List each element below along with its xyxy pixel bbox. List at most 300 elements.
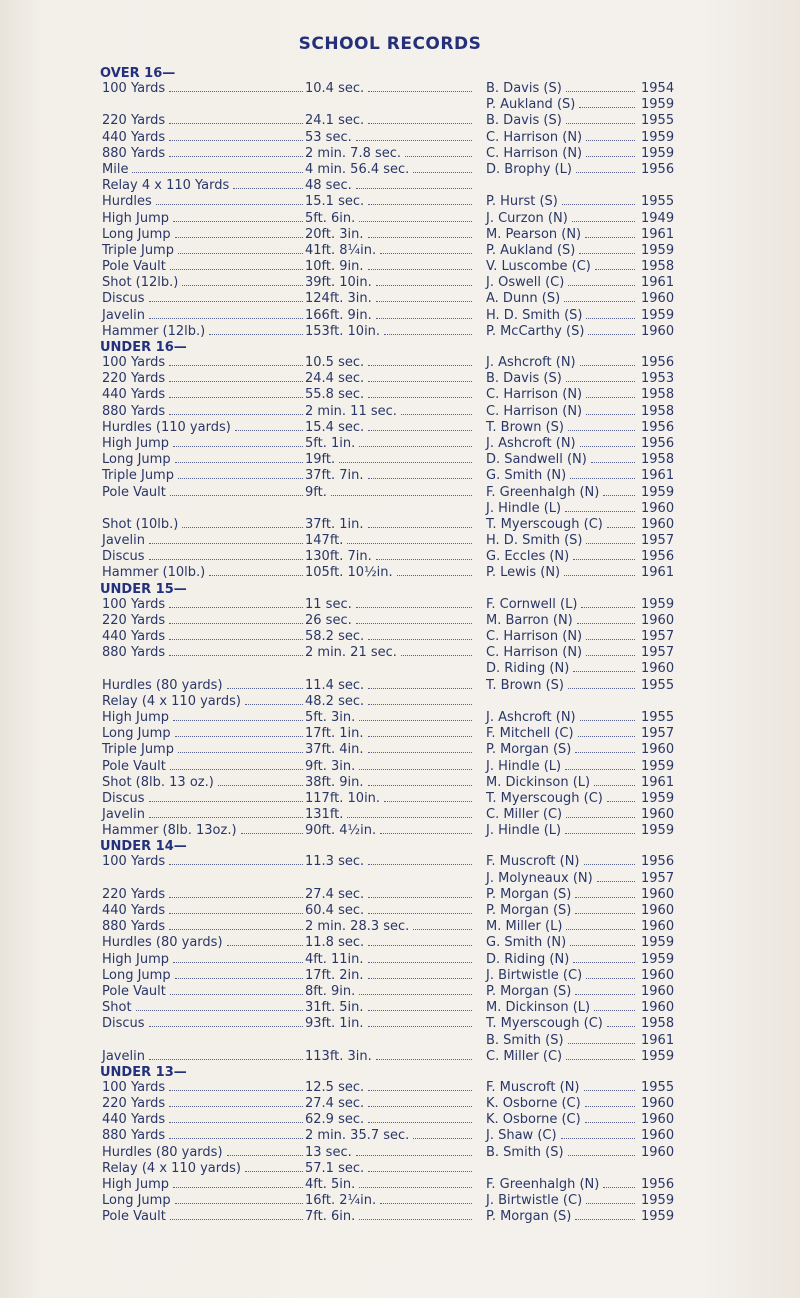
- record-holder-text: T. Brown (S): [486, 677, 564, 693]
- performance: [305, 211, 475, 227]
- dot-leader: [568, 275, 635, 286]
- record-holder: [486, 259, 638, 275]
- dot-leader: [368, 468, 472, 479]
- record-holder: [486, 549, 638, 565]
- event: [102, 935, 306, 951]
- record-holder-text: G. Eccles (N): [486, 549, 570, 565]
- dot-leader: [566, 1049, 635, 1060]
- event: [102, 645, 306, 661]
- section-under-14: [100, 839, 720, 1064]
- performance-text: 62.9 sec.: [305, 1112, 365, 1128]
- record-holder: [486, 420, 638, 436]
- event-text: Hurdles: [102, 194, 152, 210]
- performance: [305, 549, 475, 565]
- records-table: [100, 66, 720, 1226]
- record-holder-text: C. Miller (C): [486, 1048, 563, 1064]
- dot-leader: [566, 919, 635, 930]
- event-text: 100 Yards: [102, 355, 166, 370]
- event-text: Hurdles (110 yards): [102, 419, 231, 435]
- year: 1949: [641, 210, 675, 226]
- record-holder: [486, 629, 638, 645]
- record-row: [100, 1177, 720, 1193]
- record-holder: [486, 759, 638, 775]
- record-holder: [486, 565, 638, 581]
- record-holder-text: G. Smith (N): [486, 468, 567, 484]
- record-holder-text: D. Riding (N): [486, 661, 570, 677]
- record-holder-text: J. Oswell (C): [486, 275, 565, 291]
- record-holder: [486, 823, 638, 839]
- event-text: Javelin: [102, 307, 145, 323]
- record-holder: [486, 984, 638, 1000]
- dot-leader: [579, 97, 635, 108]
- performance-text: 58.2 sec.: [305, 629, 365, 644]
- dot-leader: [577, 613, 635, 624]
- dot-leader: [359, 710, 472, 721]
- event-text: 440 Yards: [102, 387, 166, 403]
- performance: [305, 903, 475, 919]
- performance-text: 26 sec.: [305, 612, 352, 628]
- record-holder: [486, 81, 638, 97]
- dot-leader: [169, 113, 303, 124]
- dot-leader: [170, 259, 303, 270]
- performance: [305, 404, 475, 420]
- performance: [305, 968, 475, 984]
- dot-leader: [565, 759, 635, 770]
- event: [102, 629, 306, 645]
- dot-leader: [169, 887, 303, 898]
- dot-leader: [573, 661, 635, 672]
- record-holder: [486, 485, 638, 501]
- record-row: [100, 436, 720, 452]
- performance-text: 17ft. 1in.: [305, 726, 364, 742]
- dot-leader: [149, 1016, 303, 1027]
- year: 1958: [641, 1016, 675, 1032]
- performance-text: 11 sec.: [305, 596, 352, 612]
- dot-leader: [368, 194, 472, 205]
- event: [102, 678, 306, 694]
- event-text: 220 Yards: [102, 113, 166, 129]
- record-row: [100, 661, 720, 677]
- performance: [305, 694, 475, 710]
- performance-text: 20ft. 3in.: [305, 226, 364, 242]
- dot-leader: [585, 1112, 635, 1123]
- performance-text: 60.4 sec.: [305, 903, 365, 918]
- dot-leader: [368, 629, 472, 640]
- year: 1957: [641, 533, 675, 549]
- record-holder-text: J. Ashcroft (N): [486, 355, 576, 370]
- dot-leader: [169, 81, 303, 92]
- dot-leader: [149, 291, 303, 302]
- dot-leader: [380, 823, 472, 834]
- record-row: [100, 565, 720, 581]
- performance-text: 90ft. 4½in.: [305, 823, 377, 839]
- year: 1956: [641, 419, 675, 435]
- record-holder-text: J. Ashcroft (N): [486, 709, 576, 725]
- performance-text: 11.4 sec.: [305, 677, 365, 693]
- section-heading: OVER 16—: [100, 66, 176, 81]
- record-holder-text: T. Brown (S): [486, 419, 564, 435]
- event-text: Hurdles (80 yards): [102, 677, 223, 693]
- dot-leader: [384, 324, 472, 335]
- event: [102, 517, 306, 533]
- dot-leader: [595, 259, 635, 270]
- dot-leader: [178, 243, 303, 254]
- event: [102, 1177, 306, 1193]
- performance: [305, 742, 475, 758]
- performance-text: 27.4 sec.: [305, 886, 365, 902]
- record-holder: [486, 854, 638, 870]
- record-holder-text: K. Osborne (C): [486, 1112, 581, 1128]
- dot-leader: [586, 404, 635, 415]
- year: 1961: [641, 1032, 675, 1048]
- event-text: Pole Vault: [102, 758, 166, 774]
- dot-leader: [368, 854, 472, 865]
- dot-leader: [356, 613, 472, 624]
- performance: [305, 791, 475, 807]
- dot-leader: [603, 1177, 635, 1188]
- dot-leader: [169, 355, 303, 366]
- performance: [305, 935, 475, 951]
- record-holder: [486, 501, 638, 517]
- record-row: [100, 887, 720, 903]
- record-row: [100, 903, 720, 919]
- dot-leader: [173, 211, 303, 222]
- record-holder: [486, 308, 638, 324]
- performance-text: 31ft. 5in.: [305, 1000, 364, 1016]
- record-holder: [486, 1033, 638, 1049]
- event: [102, 887, 306, 903]
- performance: [305, 1096, 475, 1112]
- event-text: Hurdles (80 yards): [102, 935, 223, 951]
- event: [102, 854, 306, 870]
- performance: [305, 517, 475, 533]
- dot-leader: [397, 565, 472, 576]
- record-holder: [486, 227, 638, 243]
- event-text: High Jump: [102, 1177, 169, 1192]
- dot-leader: [376, 549, 472, 560]
- dot-leader: [575, 887, 635, 898]
- record-holder-text: T. Myerscough (C): [486, 516, 603, 532]
- record-holder: [486, 533, 638, 549]
- performance: [305, 178, 475, 194]
- record-row: [100, 710, 720, 726]
- event-text: 440 Yards: [102, 629, 166, 644]
- performance-text: 2 min. 21 sec.: [305, 645, 397, 661]
- performance-text: 7ft. 6in.: [305, 1209, 356, 1225]
- dot-leader: [586, 1193, 635, 1204]
- performance: [305, 130, 475, 146]
- dot-leader: [568, 420, 635, 431]
- record-row: [100, 726, 720, 742]
- performance: [305, 113, 475, 129]
- year: 1958: [641, 259, 675, 275]
- record-holder-text: P. Hurst (S): [486, 194, 558, 210]
- dot-leader: [570, 935, 635, 946]
- record-row: [100, 533, 720, 549]
- event: [102, 291, 306, 307]
- performance: [305, 308, 475, 324]
- record-row: [100, 613, 720, 629]
- event: [102, 759, 306, 775]
- dot-leader: [575, 1209, 635, 1220]
- dot-leader: [575, 903, 635, 914]
- performance-text: 15.4 sec.: [305, 419, 365, 435]
- record-holder-text: M. Dickinson (L): [486, 1000, 591, 1016]
- record-row: [100, 420, 720, 436]
- dot-leader: [585, 227, 635, 238]
- dot-leader: [581, 597, 635, 608]
- dot-leader: [368, 1000, 472, 1011]
- performance: [305, 1161, 475, 1177]
- dot-leader: [169, 371, 303, 382]
- record-holder-text: P. Aukland (S): [486, 97, 576, 113]
- event-text: Shot (10lb.): [102, 516, 179, 532]
- performance-text: 19ft.: [305, 452, 336, 468]
- dot-leader: [368, 387, 472, 398]
- event-text: Pole Vault: [102, 484, 166, 500]
- performance: [305, 1209, 475, 1225]
- dot-leader: [149, 549, 303, 560]
- performance: [305, 1112, 475, 1128]
- performance-text: 55.8 sec.: [305, 387, 365, 403]
- performance: [305, 1000, 475, 1016]
- performance-text: 12.5 sec.: [305, 1079, 365, 1095]
- performance: [305, 597, 475, 613]
- record-holder: [486, 1096, 638, 1112]
- performance-text: 24.4 sec.: [305, 371, 365, 387]
- record-holder: [486, 243, 638, 259]
- dot-leader: [182, 275, 303, 286]
- event: [102, 211, 306, 227]
- dot-leader: [405, 146, 472, 157]
- dot-leader: [376, 291, 472, 302]
- performance: [305, 243, 475, 259]
- record-holder: [486, 1193, 638, 1209]
- event-text: Javelin: [102, 1048, 145, 1064]
- record-holder: [486, 1177, 638, 1193]
- event: [102, 1128, 306, 1144]
- dot-leader: [182, 517, 303, 528]
- event-text: Shot (12lb.): [102, 275, 179, 291]
- dot-leader: [245, 694, 303, 705]
- section-heading: UNDER 13—: [100, 1064, 187, 1080]
- section-over-16: [100, 66, 720, 340]
- year: 1959: [641, 1048, 675, 1064]
- event: [102, 1000, 306, 1016]
- record-holder: [486, 211, 638, 227]
- dot-leader: [579, 243, 635, 254]
- performance-text: 16ft. 2¼in.: [305, 1193, 377, 1209]
- event: [102, 162, 306, 178]
- dot-leader: [241, 823, 303, 834]
- record-holder-text: T. Myerscough (C): [486, 790, 603, 806]
- year: 1955: [641, 709, 675, 725]
- event-text: Hammer (12lb.): [102, 323, 206, 339]
- dot-leader: [356, 597, 472, 608]
- record-row: [100, 291, 720, 307]
- performance: [305, 275, 475, 291]
- dot-leader: [156, 194, 303, 205]
- event: [102, 549, 306, 565]
- performance-text: 124ft. 3in.: [305, 291, 372, 307]
- performance-text: 24.1 sec.: [305, 113, 365, 129]
- dot-leader: [368, 371, 472, 382]
- dot-leader: [170, 759, 303, 770]
- event: [102, 1209, 306, 1225]
- dot-leader: [594, 1000, 635, 1011]
- record-holder: [486, 275, 638, 291]
- dot-leader: [368, 420, 472, 431]
- performance: [305, 371, 475, 387]
- year: 1959: [641, 935, 675, 951]
- event: [102, 1049, 306, 1065]
- performance: [305, 194, 475, 210]
- dot-leader: [169, 1112, 303, 1123]
- dot-leader: [178, 468, 303, 479]
- event-text: Pole Vault: [102, 1209, 166, 1225]
- dot-leader: [356, 1145, 472, 1156]
- event: [102, 146, 306, 162]
- dot-leader: [368, 952, 472, 963]
- event-text: 880 Yards: [102, 919, 166, 935]
- performance-text: 147ft.: [305, 533, 344, 549]
- dot-leader: [347, 533, 472, 544]
- performance-text: 153ft. 10in.: [305, 323, 381, 339]
- dot-leader: [573, 549, 635, 560]
- dot-leader: [169, 146, 303, 157]
- event-text: Long Jump: [102, 726, 171, 742]
- dot-leader: [368, 1016, 472, 1027]
- performance-text: 2 min. 28.3 sec.: [305, 919, 410, 935]
- event-text: 100 Yards: [102, 596, 166, 612]
- year: 1961: [641, 565, 675, 581]
- dot-leader: [245, 1161, 303, 1172]
- dot-leader: [580, 355, 635, 366]
- year: 1959: [641, 758, 675, 774]
- record-holder: [486, 807, 638, 823]
- record-holder-text: V. Luscombe (C): [486, 259, 591, 275]
- performance-text: 41ft. 8¼in.: [305, 242, 377, 258]
- year: 1957: [641, 629, 675, 644]
- event-text: Hammer (10lb.): [102, 565, 206, 581]
- record-holder: [486, 935, 638, 951]
- performance: [305, 533, 475, 549]
- record-row: [100, 1033, 720, 1049]
- dot-leader: [209, 324, 303, 335]
- dot-leader: [149, 791, 303, 802]
- record-row: [100, 81, 720, 97]
- record-row: [100, 371, 720, 387]
- dot-leader: [566, 113, 635, 124]
- event: [102, 387, 306, 403]
- dot-leader: [565, 501, 635, 512]
- record-row: [100, 324, 720, 340]
- record-holder: [486, 113, 638, 129]
- year: 1960: [641, 291, 675, 307]
- section-heading: UNDER 14—: [100, 839, 187, 855]
- performance: [305, 613, 475, 629]
- dot-leader: [368, 355, 472, 366]
- performance-text: 10.4 sec.: [305, 81, 365, 96]
- record-holder: [486, 387, 638, 403]
- record-holder-text: J. Molyneaux (N): [486, 870, 593, 886]
- performance-text: 113ft. 3in.: [305, 1048, 372, 1064]
- record-holder-text: P. Morgan (S): [486, 903, 572, 918]
- year: 1956: [641, 161, 675, 177]
- year: 1959: [641, 242, 675, 258]
- dot-leader: [578, 726, 635, 737]
- record-holder: [486, 436, 638, 452]
- performance: [305, 291, 475, 307]
- event: [102, 324, 306, 340]
- event: [102, 404, 306, 420]
- dot-leader: [597, 871, 635, 882]
- record-row: [100, 871, 720, 887]
- record-row: [100, 97, 720, 113]
- event-text: Triple Jump: [102, 468, 174, 484]
- performance: [305, 324, 475, 340]
- record-row: [100, 597, 720, 613]
- event: [102, 775, 306, 791]
- year: 1959: [641, 1193, 675, 1209]
- record-holder: [486, 1112, 638, 1128]
- year: 1959: [641, 129, 675, 145]
- year: 1960: [641, 983, 675, 999]
- record-row: [100, 1016, 720, 1032]
- event: [102, 259, 306, 275]
- performance-text: 53 sec.: [305, 129, 352, 145]
- record-holder-text: J. Birtwistle (C): [486, 1193, 583, 1209]
- event-text: Javelin: [102, 807, 145, 823]
- dot-leader: [175, 1193, 303, 1204]
- dot-leader: [368, 742, 472, 753]
- event-text: Javelin: [102, 533, 145, 549]
- event: [102, 113, 306, 129]
- dot-leader: [562, 194, 635, 205]
- year: 1959: [641, 307, 675, 323]
- dot-leader: [380, 243, 472, 254]
- dot-leader: [586, 968, 635, 979]
- performance-text: 93ft. 1in.: [305, 1016, 364, 1032]
- event-text: Long Jump: [102, 1193, 171, 1209]
- event: [102, 597, 306, 613]
- record-row: [100, 1080, 720, 1096]
- year: 1960: [641, 967, 675, 983]
- record-holder-text: C. Harrison (N): [486, 387, 583, 403]
- dot-leader: [413, 162, 472, 173]
- performance-text: 57.1 sec.: [305, 1160, 365, 1176]
- dot-leader: [368, 81, 472, 92]
- performance-text: 9ft. 3in.: [305, 758, 356, 774]
- event: [102, 468, 306, 484]
- year: 1959: [641, 145, 675, 161]
- performance-text: 11.3 sec.: [305, 854, 365, 870]
- year: 1960: [641, 886, 675, 902]
- dot-leader: [565, 823, 635, 834]
- event: [102, 355, 306, 371]
- dot-leader: [149, 1049, 303, 1060]
- record-holder-text: P. Morgan (S): [486, 983, 572, 999]
- event-text: Shot (8lb. 13 oz.): [102, 774, 214, 790]
- dot-leader: [566, 81, 635, 92]
- year: 1961: [641, 275, 675, 291]
- record-holder: [486, 404, 638, 420]
- event-text: 220 Yards: [102, 1096, 166, 1112]
- record-row: [100, 645, 720, 661]
- event: [102, 694, 306, 710]
- event-text: 440 Yards: [102, 1112, 166, 1128]
- record-row: [100, 854, 720, 870]
